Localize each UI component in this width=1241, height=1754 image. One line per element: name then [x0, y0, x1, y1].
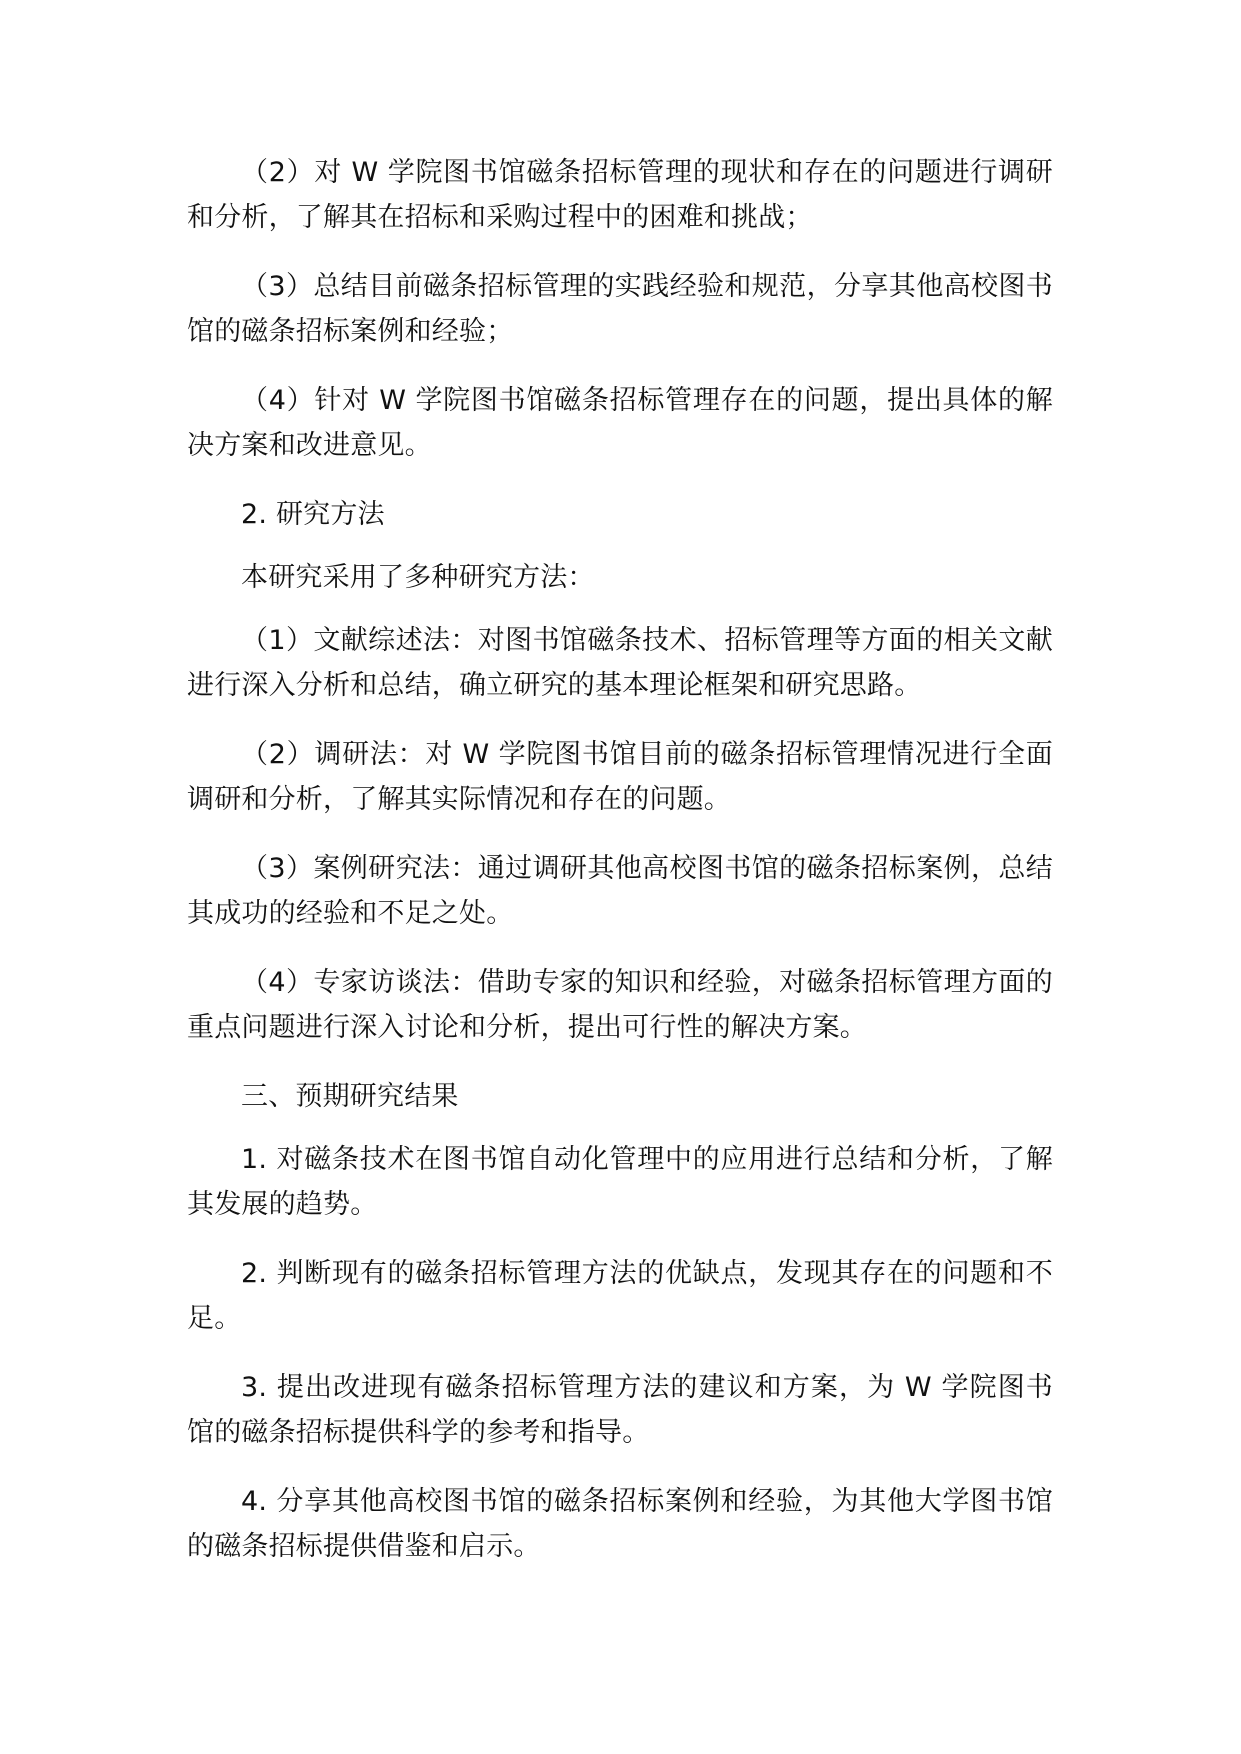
- paragraph-objective-2: （2）对 W 学院图书馆磁条招标管理的现状和存在的问题进行调研和分析，了解其在招标和采购过程中的困难和挑战；: [187, 157, 1053, 233]
- paragraph-method-1: （1）文献综述法：对图书馆磁条技术、招标管理等方面的相关文献进行深入分析和总结，确立研究的基本理论框架和研究思路。: [187, 625, 1053, 701]
- section-heading-expected-results: 三、预期研究结果: [241, 1081, 459, 1112]
- paragraph-result-2: 2. 判断现有的磁条招标管理方法的优缺点，发现其存在的问题和不足。: [187, 1258, 1053, 1334]
- paragraph-objective-4: （4）针对 W 学院图书馆磁条招标管理存在的问题，提出具体的解决方案和改进意见。: [187, 385, 1053, 461]
- paragraph-result-1: 1. 对磁条技术在图书馆自动化管理中的应用进行总结和分析，了解其发展的趋势。: [187, 1144, 1053, 1220]
- document-page: [187, 150, 1053, 1593]
- paragraph-method-3: （3）案例研究法：通过调研其他高校图书馆的磁条招标案例，总结其成功的经验和不足之处。: [187, 853, 1053, 929]
- section-heading-methods: 2. 研究方法: [241, 499, 385, 530]
- paragraph-method-2: （2）调研法：对 W 学院图书馆目前的磁条招标管理情况进行全面调研和分析，了解其实际情况和存在的问题。: [187, 739, 1053, 815]
- paragraph-methods-intro: 本研究采用了多种研究方法：: [241, 562, 595, 593]
- paragraph-method-4: （4）专家访谈法：借助专家的知识和经验，对磁条招标管理方面的重点问题进行深入讨论和分析，提出可行性的解决方案。: [187, 967, 1053, 1043]
- paragraph-result-4: 4. 分享其他高校图书馆的磁条招标案例和经验，为其他大学图书馆的磁条招标提供借鉴和启示。: [187, 1486, 1053, 1562]
- paragraph-objective-3: （3）总结目前磁条招标管理的实践经验和规范，分享其他高校图书馆的磁条招标案例和经验；: [187, 271, 1053, 347]
- paragraph-result-3: 3. 提出改进现有磁条招标管理方法的建议和方案，为 W 学院图书馆的磁条招标提供科学的参考和指导。: [187, 1372, 1053, 1448]
